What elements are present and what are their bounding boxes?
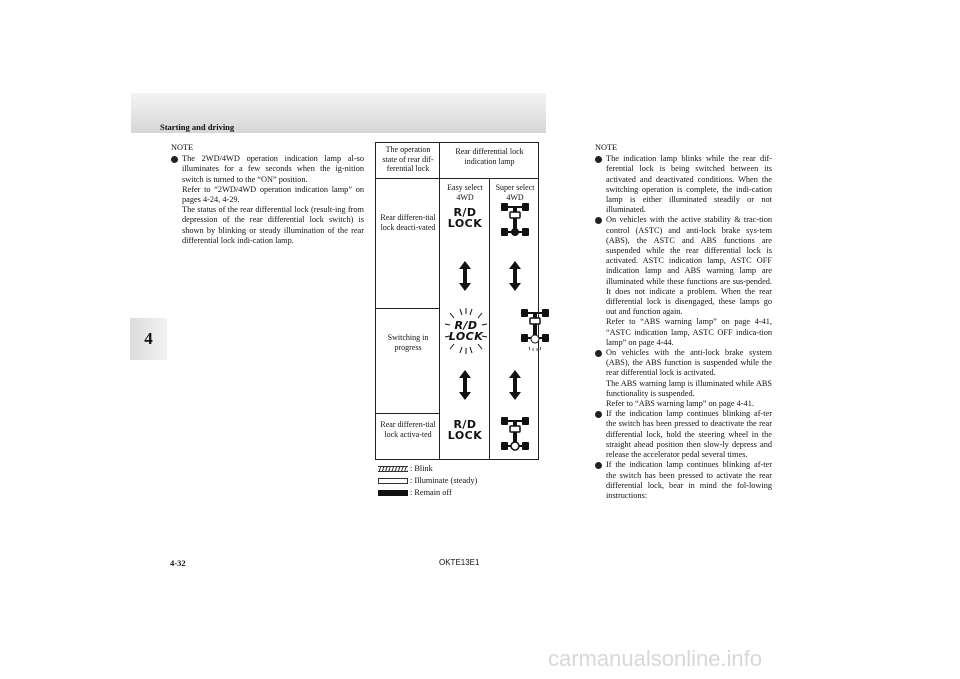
section-title: Starting and driving — [160, 122, 235, 132]
chapter-tab: 4 — [130, 318, 167, 360]
table-header-state: The operation state of rear dif-ferential lock — [382, 145, 434, 173]
rd-lock-lamp-steady — [445, 207, 485, 229]
rd-lock-lamp-steady — [445, 419, 485, 441]
double-arrow-icon — [458, 370, 472, 400]
rd-lock-lamp-text: R/D — [454, 319, 478, 332]
note-paragraph: Refer to “2WD/4WD operation indication lamp” on pages 4-24, 4-29. — [182, 184, 364, 205]
note-paragraph: The indication lamp blinks while the rear dif-ferential lock is being switched between its activated and deactivated conditions. When the switching operation is complete, the indi-cation lamp is either illuminated steadily or not illuminated. — [606, 154, 772, 215]
rd-lock-lamp-text: LOCK — [448, 330, 484, 343]
rd-lock-lamp-text: LOCK — [447, 429, 483, 442]
rd-lock-lamp-text: R/D — [453, 206, 477, 219]
table-divider — [376, 413, 439, 414]
double-arrow-icon — [508, 370, 522, 400]
note-paragraph: The 2WD/4WD operation indication lamp al-so illuminates for a few seconds when the ig-nition switch is turned to the “ON” position. — [182, 154, 364, 184]
blink-swatch-icon — [378, 466, 408, 472]
drivetrain-lock-icon — [500, 201, 530, 241]
bullet-icon — [595, 411, 602, 418]
note-bullet — [171, 154, 364, 246]
bullet-icon — [595, 462, 602, 469]
legend-item-off — [378, 487, 477, 499]
table-header-lamp: Rear differential lock indication lamp — [455, 147, 524, 166]
table-divider — [489, 178, 490, 459]
note-paragraph: The ABS warning lamp is illuminated while ABS functionality is suspended. — [606, 378, 772, 398]
drivetrain-lock-icon — [500, 415, 530, 455]
right-note — [595, 143, 772, 501]
bullet-icon — [595, 156, 602, 163]
note-paragraph: Refer to “ABS warning lamp” on page 4-41. — [606, 399, 754, 409]
bullet-icon — [595, 350, 602, 357]
note-paragraph: The status of the rear differential lock (result-ing from depression of the rear differential lock switch) is shown by blinking or steady illumination of the rear differential lock indi-cation lamp. — [182, 205, 364, 245]
rd-lock-lamp-text: R/D — [453, 418, 477, 431]
row-label-switching: Switching in progress — [387, 333, 429, 352]
rd-lock-lamp-blinking — [446, 320, 486, 342]
table-divider — [376, 308, 439, 309]
off-swatch-icon — [378, 490, 408, 496]
note-bullet — [595, 154, 772, 215]
note-paragraph: On vehicles with the anti-lock brake system (ABS), the ABS function is suspended while the rear differential lock is activated. — [606, 348, 772, 378]
bullet-icon — [171, 156, 178, 163]
note-bullet — [595, 348, 772, 409]
legend-label: : Illuminate (steady) — [410, 476, 478, 485]
row-label-deactivated: Rear differen-tial lock deacti-vated — [380, 213, 436, 232]
table-divider — [439, 143, 440, 459]
table-subheader-super-select: Super select 4WD — [495, 183, 535, 202]
legend-item-blink — [378, 463, 477, 475]
note-title: NOTE — [171, 143, 194, 152]
note-bullet — [595, 215, 772, 348]
drivetrain-lock-blinking-icon — [520, 307, 550, 352]
watermark: carmanualsonline.info — [548, 646, 763, 671]
note-title: NOTE — [595, 143, 618, 152]
lamp-legend — [378, 463, 477, 499]
legend-label: : Blink — [410, 464, 433, 473]
rd-lock-lamp-text: LOCK — [447, 217, 483, 230]
note-paragraph: If the indication lamp continues blinking af-ter the switch has been pressed to deactivate the rear differential lock, hold the steering wheel in the straight ahead position then slow-ly depress and release the accelerator pedal several times. — [606, 409, 772, 460]
bullet-icon — [595, 217, 602, 224]
legend-item-steady — [378, 475, 477, 487]
table-divider — [376, 178, 538, 179]
note-paragraph: If the indication lamp continues blinking af-ter the switch has been pressed to activate the rear differential lock, bear in mind the fol-lowing instructions: — [606, 460, 772, 500]
double-arrow-icon — [508, 261, 522, 291]
steady-swatch-icon — [378, 478, 408, 484]
note-bullet — [595, 460, 772, 501]
document-code: OKTE13E1 — [439, 558, 480, 567]
table-subheader-easy-select: Easy select 4WD — [447, 183, 483, 202]
double-arrow-icon — [458, 261, 472, 291]
page-number: 4-32 — [170, 558, 186, 568]
note-paragraph: Refer to “ABS warning lamp” on page 4-41, “ASTC indication lamp, ASTC OFF indica-tion lamp” on page 4-44. — [606, 317, 772, 347]
legend-label: : Remain off — [410, 488, 452, 497]
note-bullet — [595, 409, 772, 460]
indication-lamp-table — [375, 142, 539, 460]
note-paragraph: On vehicles with the active stability & trac-tion control (ASTC) and anti-lock brake sys-tem (ABS), the ASTC and ABS functions are suspended while the rear differential lock is activated. ASTC indication lamp, ASTC OFF indication lamp and ABS warning lamp are illuminated while these functions are sus-pended. It does not indicate a problem. When the rear differential lock is disengaged, these lamps go out and function again. — [606, 215, 772, 317]
left-note — [171, 143, 364, 246]
row-label-activated: Rear differen-tial lock activa-ted — [380, 420, 436, 439]
